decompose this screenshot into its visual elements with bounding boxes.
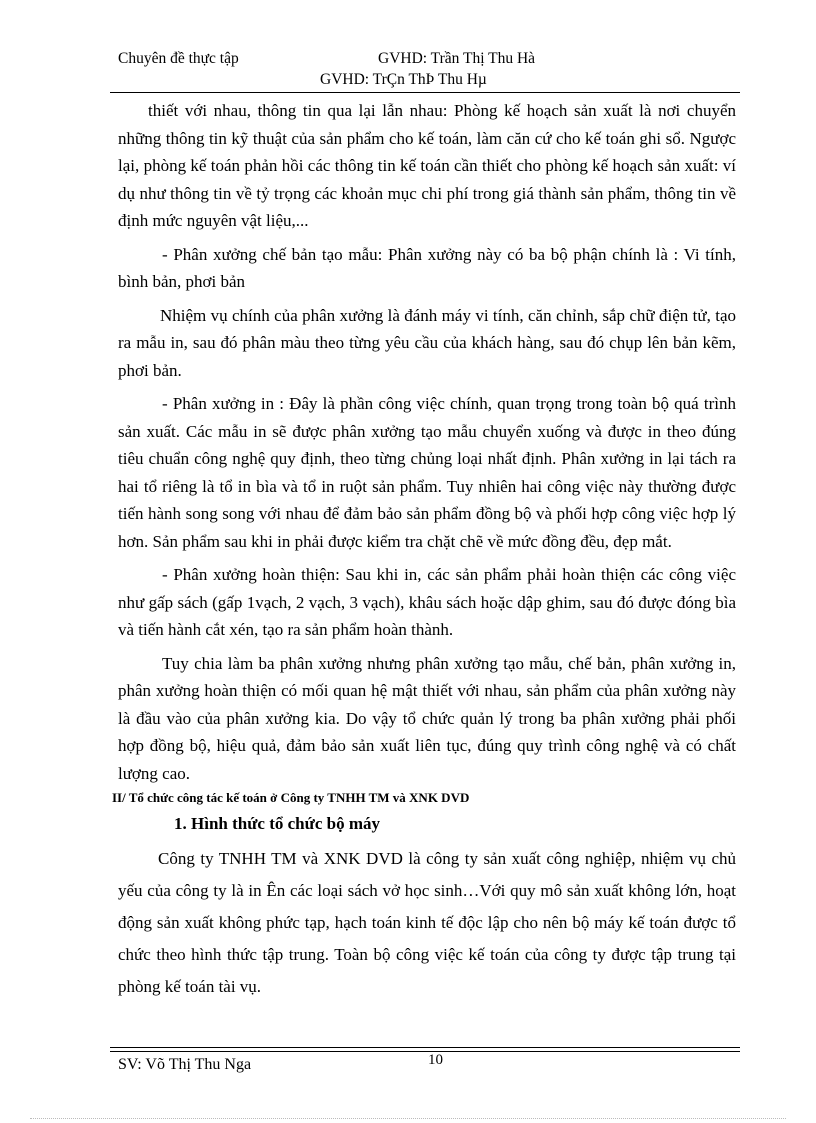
paragraph-print-workshop: - Phân xưởng in : Đây là phần công việc chính, quan trọng trong toàn bộ quá trình sản xuất. Các mẫu in sẽ được phân xưởng tạo mẫu chuyển xuống và được in theo đúng tiêu chuẩn công nghệ quy định, theo từng chủng loại nhất định. Phân xưởng in lại tách ra hai tổ riêng là tổ in bìa và tổ in ruột sản phẩm. Tuy nhiên hai công việc này thường được tiến hành song song với nhau để đảm bảo sản phẩm đồng bộ và phối hợp công việc hợp lý hơn. Sản phẩm sau khi in phải được kiểm tra chặt chẽ về mức đồng đều, đẹp mắt. <box>118 394 736 551</box>
paragraph-company: Công ty TNHH TM và XNK DVD là công ty sản xuất công nghiệp, nhiệm vụ chủ yếu của công ty là in Ên các loại sách vở học sinh…Với quy mô sản xuất không lớn, hoạt động sản xuất không phức tạp, hạch toán kinh tế độc lập cho nên bộ máy kế toán được tổ chức theo hình thức tập trung. Toàn bộ công việc kế toán của công ty được tập trung tại phòng kế toán tài vụ. <box>118 849 736 996</box>
page-edge-dotted-line <box>30 1118 786 1119</box>
paragraph-plate-duties: Nhiệm vụ chính của phân xưởng là đánh máy vi tính, căn chỉnh, sắp chữ điện tử, tạo ra mẫu in, sau đó phân màu theo từng yêu cầu của khách hàng, sau đó chụp lên bản kẽm, phơi bản. <box>118 305 736 380</box>
header-second: GVHD: TrÇn ThÞ Thu Hµ <box>320 71 487 88</box>
document-body <box>112 97 736 1003</box>
subheading: 1. Hình thức tổ chức bộ máy <box>174 814 380 833</box>
header-right: GVHD: Trần Thị Thu Hà <box>378 50 536 67</box>
page-number: 10 <box>428 1052 443 1068</box>
footer-student: SV: Võ Thị Thu Nga <box>118 1056 252 1073</box>
header-left: Chuyên đề thực tập <box>118 50 239 67</box>
footer-rule <box>110 1047 740 1048</box>
section-heading: II/ Tổ chức công tác kế toán ở Công ty TNHH TM và XNK DVD <box>112 790 470 805</box>
paragraph-summary: Tuy chia làm ba phân xưởng nhưng phân xưởng tạo mẫu, chế bản, phân xưởng in, phân xưởng hoàn thiện có mối quan hệ mật thiết với nhau, sản phẩm của phân xưởng này là đầu vào của phân xưởng kia. Do vậy tổ chức quản lý trong ba phân xưởng phải phối hợp đồng bộ, hiệu quả, đảm bảo sản xuất liên tục, đúng quy trình công nghệ và có chất lượng cao. <box>118 653 736 783</box>
header-rule <box>110 92 740 93</box>
paragraph-continuation: thiết với nhau, thông tin qua lại lẫn nhau: Phòng kế hoạch sản xuất là nơi chuyển những thông tin kỹ thuật của sản phẩm cho kế toán, làm căn cứ cho kế toán ghi sổ. Ngược lại, phòng kế toán phản hồi các thông tin kế toán cần thiết cho phòng kế hoạch sản xuất: ví dụ như thông tin về tỷ trọng các khoản mục chi phí trong giá thành sản phẩm, thông tin về định mức nguyên vật liệu,... <box>118 101 736 230</box>
paragraph-finishing-workshop: - Phân xưởng hoàn thiện: Sau khi in, các sản phẩm phải hoàn thiện các công việc như gấp sách (gấp 1vạch, 2 vạch, 3 vạch), khâu sách hoặc dập ghim, sau đó được đóng bìa và tiến hành cắt xén, tạo ra sản phẩm hoàn thành. <box>118 565 736 639</box>
paragraph-plate-workshop: - Phân xưởng chế bản tạo mẫu: Phân xưởng này có ba bộ phận chính là : Vi tính, bình bản, phơi bản <box>118 244 736 291</box>
footer-rule-double <box>110 1051 740 1052</box>
